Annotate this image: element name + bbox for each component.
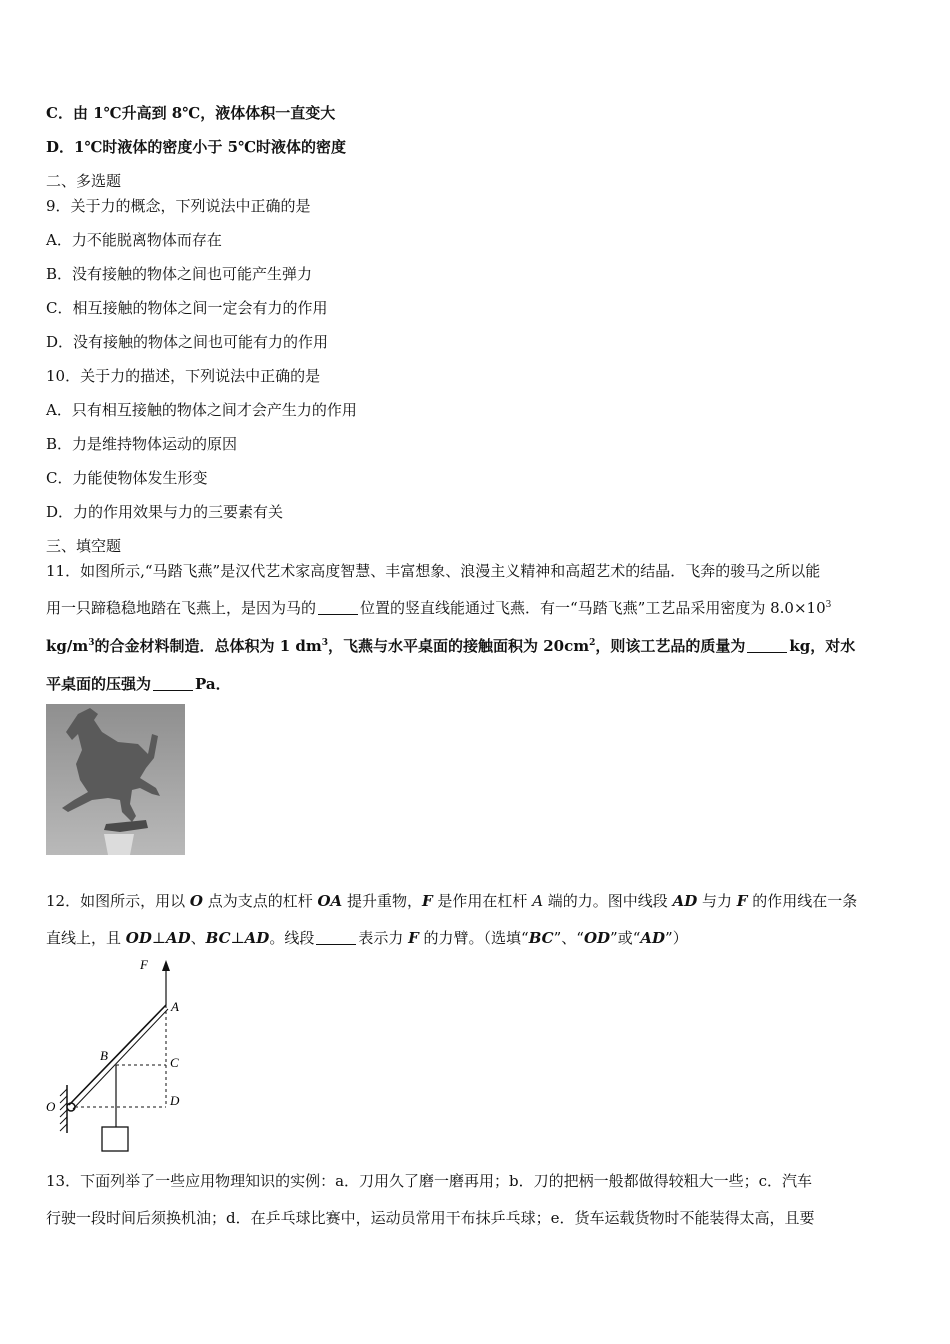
q12-var: F	[421, 892, 433, 910]
q12-var: AD	[244, 929, 270, 947]
q12-text: 点为支点的杠杆	[202, 892, 318, 910]
q12-var: A	[532, 892, 544, 910]
q11-blank-1	[318, 600, 358, 615]
q9-option-d: D．没有接触的物体之间也可能有力的作用	[46, 333, 329, 351]
q12-text: ⊥	[151, 929, 166, 947]
q12-var: AD	[672, 892, 698, 910]
q11-exponent: 3	[321, 638, 329, 648]
q8-option-c: C．由 1℃升高到 8℃，液体体积一直变大	[46, 104, 336, 122]
q12-var: AD	[640, 929, 666, 947]
q13-line-1: 13．下面列举了一些应用物理知识的实例：a．刀用久了磨一磨再用；b．刀的把柄一般都做得较粗大一些；c．汽车	[46, 1172, 813, 1190]
q12-text: 提升重物，	[342, 892, 422, 910]
q11-text: 平桌面的压强为	[46, 675, 152, 693]
q11-text: 位置的竖直线能通过飞燕．有一“马踏飞燕”工艺品采用密度为 8.0×10	[360, 599, 826, 617]
q11-blank-2	[747, 638, 787, 653]
q10-option-a: A．只有相互接触的物体之间才会产生力的作用	[46, 401, 357, 419]
q12-line-2	[46, 928, 688, 948]
q13-line-2: 行驶一段时间后须换机油；d．在乒乓球比赛中，运动员常用干布抹乒乓球；e．货车运载货物时不能装得太高，且要	[46, 1209, 815, 1227]
q12-blank	[316, 930, 356, 945]
q11-text: ，则该工艺品的质量为	[595, 637, 746, 655]
q11-exponent: 3	[88, 638, 95, 648]
q11-text: kg/m	[46, 637, 89, 655]
q12-var: AD	[165, 929, 191, 947]
horse-statue-photo	[46, 704, 185, 855]
weight-box	[102, 1127, 128, 1151]
q10-stem: 10．关于力的描述，下列说法中正确的是	[46, 367, 321, 385]
q12-var: BC	[205, 929, 231, 947]
section-heading-fill-in: 三、填空题	[46, 537, 122, 555]
label-o: O	[46, 1099, 56, 1114]
label-d: D	[170, 1093, 180, 1108]
q12-text: 12．如图所示，用以	[46, 892, 190, 910]
force-arrowhead	[162, 960, 170, 971]
q11-exponent: 3	[825, 600, 832, 610]
q12-line-1	[46, 891, 857, 911]
q11-line-3	[46, 636, 855, 656]
q11-line-4	[46, 674, 231, 694]
q9-option-b: B．没有接触的物体之间也可能产生弹力	[46, 265, 313, 283]
q11-text: Pa．	[195, 675, 231, 693]
q12-text: 、	[190, 929, 206, 947]
q9-option-a: A．力不能脱离物体而存在	[46, 231, 222, 249]
q12-var: O	[189, 892, 203, 910]
q9-option-c: C．相互接触的物体之间一定会有力的作用	[46, 299, 328, 317]
q12-var: OA	[317, 892, 343, 910]
label-a: A	[171, 999, 179, 1014]
q11-line-1: 11．如图所示,“马踏飞燕”是汉代艺术家高度智慧、丰富想象、浪漫主义精神和高超艺术的结晶．飞奔的骏马之所以能	[46, 562, 821, 580]
q12-text: 直线上，且	[46, 929, 126, 947]
q8-option-d: D．1℃时液体的密度小于 5℃时液体的密度	[46, 138, 347, 156]
wall-hatching	[60, 1089, 67, 1131]
lever-oa	[69, 1005, 166, 1105]
q12-text: ”或“	[610, 929, 641, 947]
q11-line-2	[46, 598, 831, 618]
label-f: F	[140, 957, 148, 972]
q12-text: 与力	[697, 892, 737, 910]
q9-stem: 9．关于力的概念，下列说法中正确的是	[46, 197, 311, 215]
q11-text: 用一只蹄稳稳地踏在飞燕上，是因为马的	[46, 599, 317, 617]
q12-var: OD	[125, 929, 152, 947]
q12-var: F	[736, 892, 748, 910]
q12-text: 。线段	[269, 929, 315, 947]
q12-var: BC	[528, 929, 554, 947]
q12-text: ”）	[665, 929, 688, 947]
q11-text: ，飞燕与水平桌面的接触面积为 20cm	[328, 637, 590, 655]
q12-text: 表示力	[358, 929, 409, 947]
q12-var: OD	[583, 929, 611, 947]
q11-blank-3	[153, 676, 193, 691]
q10-option-b: B．力是维持物体运动的原因	[46, 435, 238, 453]
q10-option-d: D．力的作用效果与力的三要素有关	[46, 503, 284, 521]
q12-text: 端的力。图中线段	[543, 892, 673, 910]
q12-text: 的力臂。（选填“	[418, 929, 529, 947]
lever-oa-edge	[73, 1009, 168, 1109]
q11-text: 的合金材料制造．总体积为 1 dm	[94, 637, 322, 655]
q12-text: ”、“	[553, 929, 584, 947]
q12-text: ⊥	[230, 929, 245, 947]
q12-text: 的作用线在一条	[747, 892, 858, 910]
q12-text: 是作用在杠杆	[432, 892, 533, 910]
lever-diagram	[40, 955, 200, 1160]
section-heading-multiple-choice: 二、多选题	[46, 172, 122, 190]
pivot	[67, 1103, 75, 1111]
label-c: C	[170, 1055, 179, 1070]
q12-var: F	[408, 929, 419, 947]
q10-option-c: C．力能使物体发生形变	[46, 469, 208, 487]
label-b: B	[100, 1048, 108, 1063]
q11-text: kg，对水	[789, 637, 856, 655]
q11-exponent: 2	[589, 638, 596, 648]
